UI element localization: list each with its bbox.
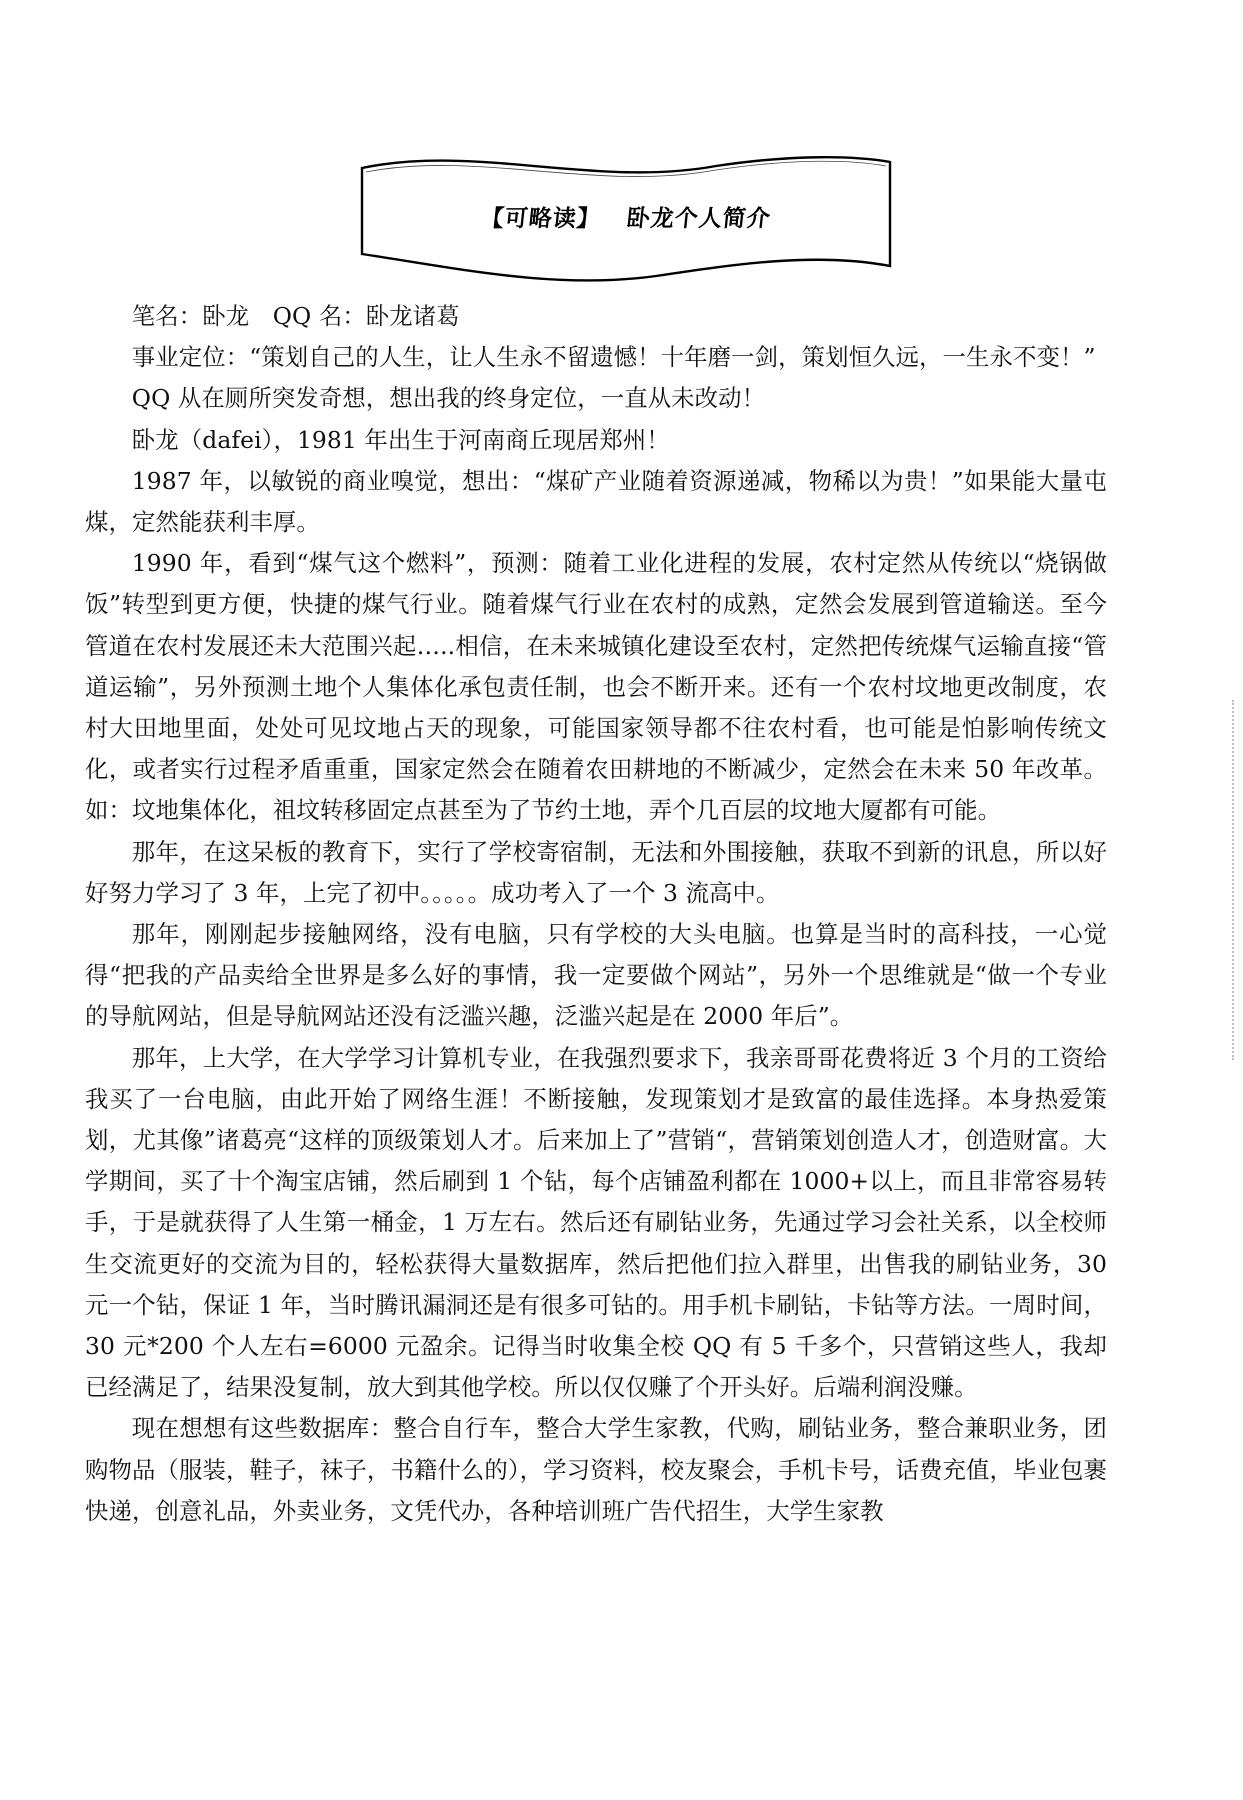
paragraph-middle-school: 那年，在这呆板的教育下，实行了学校寄宿制，无法和外围接触，获取不到新的讯息，所以好好努力学习了 3 年，上完了初中。。。。。成功考入了一个 3 流高中。 xyxy=(85,837,1107,907)
paragraph-university: 那年，上大学，在大学学习计算机专业，在我强烈要求下，我亲哥哥花费将近 3 个月的工资给我买了一台电脑，由此开始了网络生涯！不断接触，发现策划才是致富的最佳选择。本身热爱策划，尤其像”诸葛亮“这样的顶级策划人才。后来加上了”营销“，营销策划创造人才，创造财富。大学期间，买了十个淘宝店铺，然后刷到 1 个钻，每个店铺盈利都在 1000+以上，而且非常容易转手，于是就获得了人生第一桶金，1 万左右。然后还有刷钻业务，先通过学习会社关系，以全校师生交流更好的交流为目的，轻松获得大量数据库，然后把他们拉入群里，出售我的刷钻业务，30 元一个钻，保证 1 年，当时腾讯漏洞还是有很多可钻的。用手机卡刷钻，卡钻等方法。一周时间，30 元*200 个人左右=6000 元盈余。记得当时收集全校 QQ 有 5 千多个，只营销这些人，我却已经满足了，结果没复制，放大到其他学校。所以仅仅赚了个开头好。后端利润没赚。 xyxy=(85,1043,1107,1402)
banner-title xyxy=(354,200,897,233)
paragraph-pen-name: 笔名：卧龙 QQ 名：卧龙诸葛 xyxy=(131,302,460,330)
paragraph-birth: 卧龙（dafei），1981 年出生于河南商丘现居郑州！ xyxy=(131,425,670,454)
paragraph-qq-origin: QQ 从在厕所突发奇想，想出我的终身定位，一直从未改动！ xyxy=(131,384,766,413)
skim-tag: 【可略读】 xyxy=(479,206,603,232)
paragraph-1987: 1987 年，以敏锐的商业嗅觉，想出：“煤矿产业随着资源递减，物稀以为贵！”如果能大量屯煤，定然能获利丰厚。 xyxy=(85,466,1107,537)
title-banner xyxy=(356,148,896,288)
paragraph-career-positioning: 事业定位：“策划自己的人生，让人生永不留遗憾！十年磨一剑，策划恒久远，一生永不变！” xyxy=(131,343,1096,372)
paragraph-internet: 那年，刚刚起步接触网络，没有电脑，只有学校的大头电脑。也算是当时的高科技，一心觉得“把我的产品卖给全世界是多么好的事情，我一定要做个网站”，另外一个思维就是“做一个专业的导航网站，但是导航网站还没有泛滥兴趣，泛滥兴起是在 2000 年后”。 xyxy=(85,920,1107,1031)
body-text xyxy=(85,296,1107,1532)
paragraph-databases: 现在想想有这些数据库：整合自行车，整合大学生家教，代购，刷钻业务，整合兼职业务，团购物品（服装，鞋子，袜子，书籍什么的），学习资料，校友聚会，手机卡号，话费充值，毕业包裹快递，创意礼品，外卖业务，文凭代办，各种培训班广告代招生，大学生家教 xyxy=(85,1414,1107,1525)
scan-edge-marks xyxy=(1232,700,1236,1060)
page-title: 卧龙个人简介 xyxy=(625,206,773,232)
paragraph-1990: 1990 年，看到“煤气这个燃料”，预测：随着工业化进程的发展，农村定然从传统以“烧锅做饭”转型到更方便，快捷的煤气行业。随着煤气行业在农村的成熟，定然会发展到管道输送。至今管道在农村发展还未大范围兴起…..相信，在未来城镇化建设至农村，定然把传统煤气运输直接“管道运输”，另外预测土地个人集体化承包责任制，也会不断开来。还有一个农村坟地更改制度，农村大田地里面，处处可见坟地占天的现象，可能国家领导都不往农村看，也可能是怕影响传统文化，或者实行过程矛盾重重，国家定然会在随着农田耕地的不断减少，定然会在未来 50 年改革。如：坟地集体化，祖坟转移固定点甚至为了节约土地，弄个几百层的坟地大厦都有可能。 xyxy=(85,549,1107,825)
